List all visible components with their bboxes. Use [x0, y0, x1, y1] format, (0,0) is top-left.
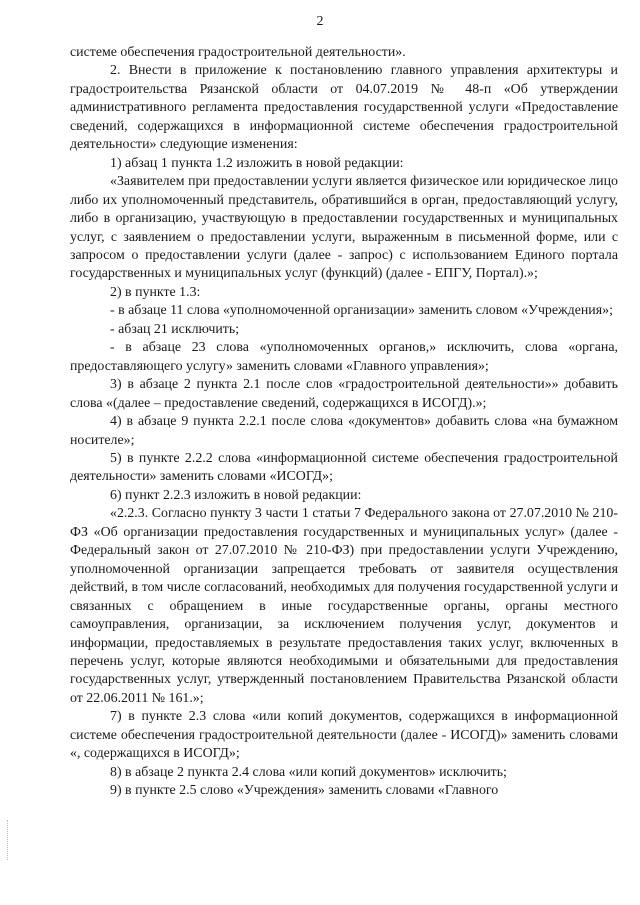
paragraph-sub-6: 6) пункт 2.2.3 изложить в новой редакции: [110, 487, 362, 503]
paragraph-dash-23: - в абзаце 23 слова «уполномоченных органов,» исключить, слова «органа, предоставляющего услугу» заменить словами «Главного управления»; [70, 340, 618, 374]
paragraph-sub-3: 3) в абзаце 2 пункта 2.1 после слов «градостроительной деятельности»» добавить слова «(далее – предоставление сведений, содержащихся в ИСОГД).»; [70, 377, 618, 411]
paragraph-sub-8: 8) в абзаце 2 пункта 2.4 слова «или копий документов» исключить; [110, 764, 507, 780]
paragraph-dash-11: - в абзаце 11 слова «уполномоченной организации» заменить словом «Учреждения»; [110, 303, 613, 319]
paragraph-quote-applicant: «Заявителем при предоставлении услуги является физическое или юридическое лицо либо их уполномоченный представитель, обратившийся в орган, предоставляющий услугу, либо в организацию, участвующую в предоставлении государственных и муниципальных услуг, с заявлением о предоставлении услуги, выраженным в письменной форме, или с запросом о предоставлении услуги (далее - запрос) с использованием Единого портала государственных и муниципальных услуг (функций) (далее - ЕПГУ, Портал).»; [70, 174, 618, 282]
page-number: 2 [316, 14, 324, 29]
paragraph-dash-21: - абзац 21 исключить; [110, 321, 240, 337]
paragraph-sub-5: 5) в пункте 2.2.2 слова «информационной системе обеспечения градостроительной деятельности» заменить словами «ИСОГД»; [70, 450, 618, 485]
paragraph-item-2: 2. Внести в приложение к постановлению главного управления архитектуры и градостроительства Рязанской области от 04.07.2019 № 48-п «Об утверждении административного регламента предоставления государственной услуги «Предоставление сведений, содержащихся в информационной системе обеспечения градостроительной деятельности» следующие изменения: [70, 63, 618, 153]
paragraph-sub-9: 9) в пункте 2.5 слово «Учреждения» заменить словами «Главного [110, 783, 499, 799]
paragraph-sub-1: 1) абзац 1 пункта 1.2 изложить в новой редакции: [110, 155, 404, 171]
paragraph-continuation: системе обеспечения градостроительной деятельности». [70, 45, 406, 60]
paragraph-sub-4: 4) в абзаце 9 пункта 2.2.1 после слова «документов» добавить слова «на бумажном носителе»; [70, 414, 618, 448]
paragraph-sub-7: 7) в пункте 2.3 слова «или копий документов, содержащихся в информационной системе обеспечения градостроительной деятельности (далее - ИСОГД)» заменить словами «, содержащихся в ИСОГД»; [70, 709, 618, 762]
paragraph-sub-2: 2) в пункте 1.3: [110, 284, 201, 300]
scan-edge-marks [7, 820, 10, 860]
document-body [70, 44, 618, 801]
paragraph-quote-223: «2.2.3. Согласно пункту 3 части 1 статьи 7 Федерального закона от 27.07.2010 № 210-ФЗ «Об организации предоставления государственных и муниципальных услуг» (далее - Федеральный закон от 27.07.2010 № 210-ФЗ) при предоставлении услуги Учреждению, уполномоченной организации запрещается требовать от заявителя осуществления действий, в том числе согласований, необходимых для получения государственной услуги и связанных с обращением в иные государственные органы, органы местного самоуправления, организации, за исключением получения услуг, документов и информации, предоставляемых в результате предоставления таких услуг, включенных в перечень услуг, которые являются необходимыми и обязательными для предоставления государственных услуг, утвержденный постановлением Правительства Рязанской области от 22.06.2011 № 161.»; [70, 506, 618, 706]
